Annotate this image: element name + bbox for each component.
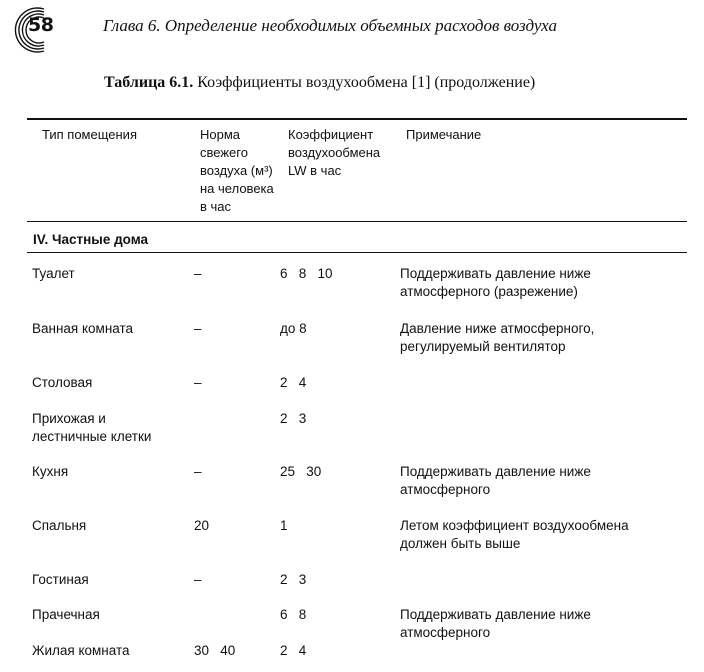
table-row-fresh-air: 30 40 bbox=[194, 643, 236, 658]
table-row-room: Ванная комната bbox=[32, 321, 134, 336]
table-row-room: Туалет bbox=[32, 266, 75, 281]
table-row-exchange-rate: 6 8 bbox=[280, 607, 307, 622]
table-row-exchange-rate: 2 4 bbox=[280, 643, 307, 658]
table-row-exchange-rate: 2 4 bbox=[280, 375, 307, 390]
table-caption-text: Коэффициенты воздухообмена [1] (продолжение) bbox=[193, 74, 536, 91]
table-row-room: Прачечная bbox=[32, 607, 100, 622]
table-row-fresh-air: – bbox=[194, 464, 202, 479]
column-header-note: Примечание bbox=[406, 127, 482, 142]
table-caption bbox=[104, 74, 535, 92]
table-row-room: Столовая bbox=[32, 375, 93, 390]
table-row-note: Летом коэффициент воздухообмена должен быть выше bbox=[400, 518, 629, 551]
table-row-exchange-rate: 2 3 bbox=[280, 411, 307, 426]
table-row-exchange-rate: 2 3 bbox=[280, 572, 307, 587]
column-header-room-type: Тип помещения bbox=[42, 127, 137, 142]
running-title: Глава 6. Определение необходимых объемных расходов воздуха bbox=[103, 16, 557, 35]
table-row-exchange-rate: 1 bbox=[280, 518, 288, 533]
table-row-note: Поддерживать давление ниже атмосферного (разрежение) bbox=[400, 266, 591, 299]
table-row-room: Кухня bbox=[32, 464, 69, 479]
table-row-room: Спальня bbox=[32, 518, 87, 533]
column-header-fresh-air: Норма свежего воздуха (м³) на человека в час bbox=[200, 127, 274, 214]
table-row-fresh-air: – bbox=[194, 266, 202, 281]
table-row-fresh-air: – bbox=[194, 572, 202, 587]
table-row-room: Прихожая и лестничные клетки bbox=[32, 411, 152, 444]
table-row-fresh-air: – bbox=[194, 375, 202, 390]
section-rule bbox=[27, 252, 687, 253]
table-row-note: Давление ниже атмосферного, регулируемый вентилятор bbox=[400, 321, 595, 354]
table-row-exchange-rate: 25 30 bbox=[280, 464, 322, 479]
table-caption-label: Таблица 6.1. bbox=[104, 74, 194, 91]
table-row-fresh-air: 20 bbox=[194, 518, 210, 533]
section-title: IV. Частные дома bbox=[33, 232, 149, 247]
table-row-exchange-rate: 6 8 10 bbox=[280, 266, 333, 281]
table-row-room: Жилая комната bbox=[32, 643, 130, 658]
table-row-exchange-rate: до 8 bbox=[280, 321, 307, 336]
table-row-note: Поддерживать давление ниже атмосферного bbox=[400, 607, 591, 640]
table-row-fresh-air: – bbox=[194, 321, 202, 336]
header-rule bbox=[27, 221, 687, 222]
table-row-room: Гостиная bbox=[32, 572, 89, 587]
table-row-note: Поддерживать давление ниже атмосферного bbox=[400, 464, 591, 497]
table-top-rule bbox=[27, 118, 687, 120]
page-number: 58 bbox=[28, 14, 54, 36]
column-header-exchange-rate: Коэффициент воздухообмена LW в час bbox=[288, 127, 381, 178]
